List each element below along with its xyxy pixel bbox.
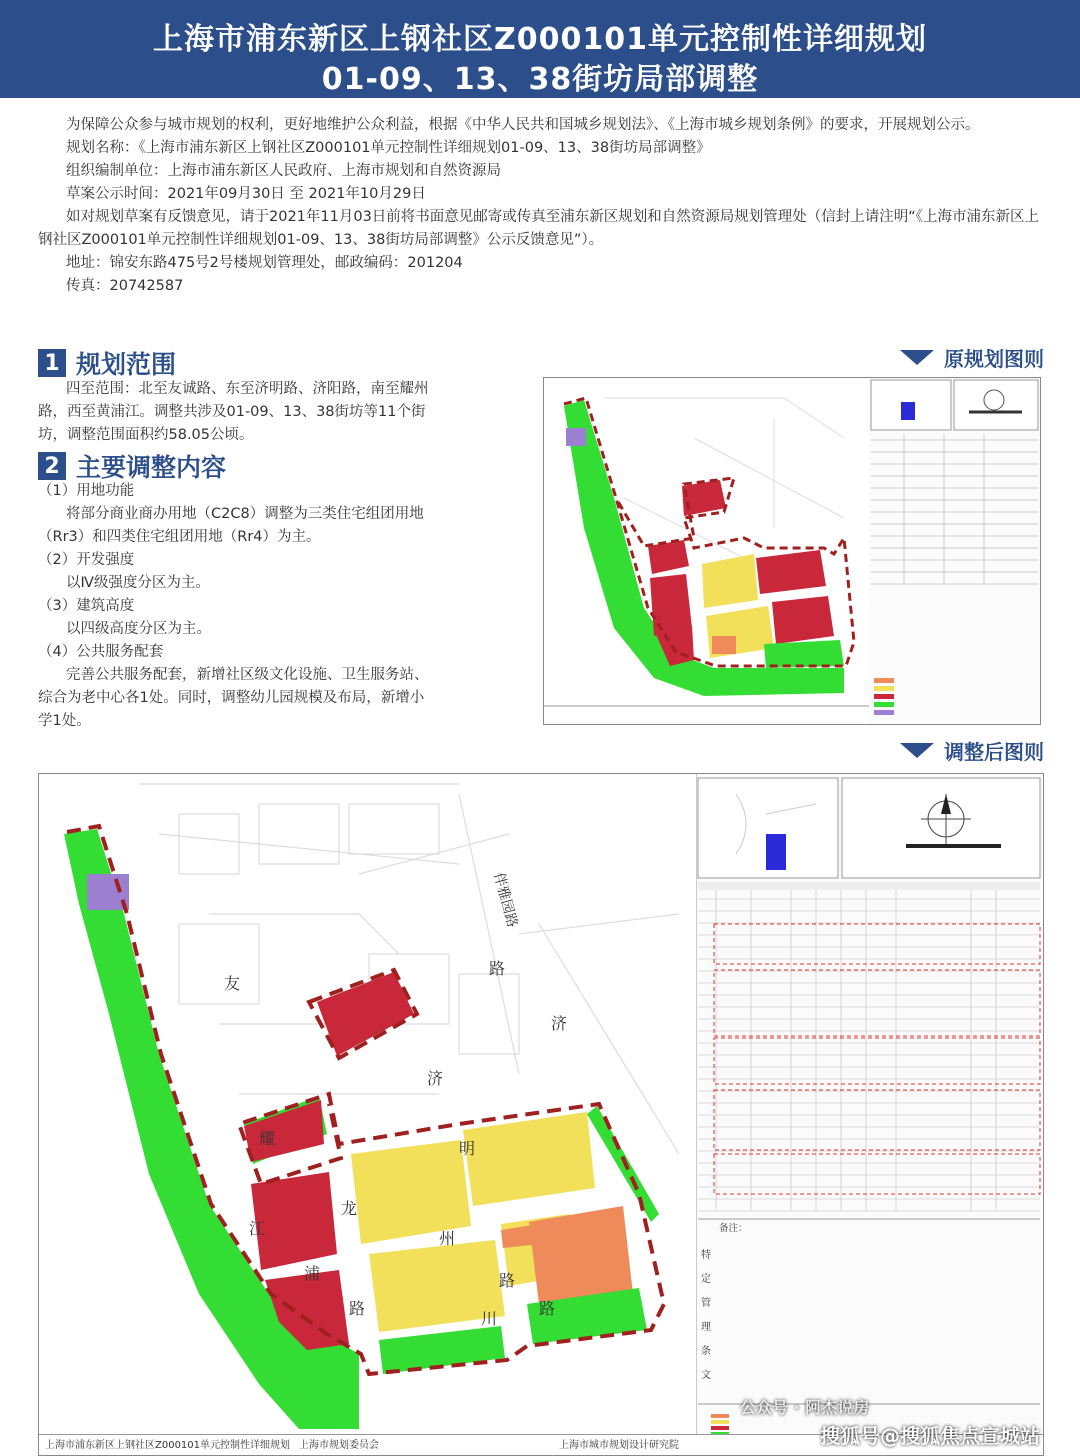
section-1-number: 1 — [38, 349, 66, 377]
road-label-long: 龙 — [341, 1199, 358, 1218]
section-1-heading — [38, 345, 176, 381]
adjusted-plan-label — [900, 736, 1044, 765]
page-title-line1: 上海市浦东新区上钢社区Z000101单元控制性详细规划 — [153, 22, 927, 57]
section-2-title: 主要调整内容 — [76, 453, 227, 482]
footer-right: 上海市城市规划设计研究院 — [559, 1440, 679, 1451]
intro-feedback: 如对规划草案有反馈意见，请于2021年11月03日前将书面意见邮寄或传真至浦东新区规划和自然资源局规划管理处（信封上请注明“《上海市浦东新区上钢社区Z000101单元控制性详细规划01-09、13、38街坊局部调整》公示反馈意见”）。 — [38, 209, 1040, 248]
intro-text — [38, 114, 1042, 298]
section-2-item-3-text: 以四级高度分区为主。 — [66, 621, 211, 637]
original-plan-map — [543, 377, 1041, 725]
intro-purpose: 为保障公众参与城市规划的权利，更好地维护公众利益，根据《中华人民共和国城乡规划法》、《上海市城乡规划条例》的要求，开展规划公示。 — [66, 117, 980, 133]
sohu-watermark: 搜狐号@搜狐焦点宣城站 — [820, 1424, 1040, 1448]
adjusted-plan-map — [38, 773, 1044, 1456]
road-label-chuan: 川 — [481, 1309, 498, 1328]
section-2-item-1-heading: （1）用地功能 — [38, 483, 135, 499]
intro-organizer: 组织编制单位：上海市浦东新区人民政府、上海市规划和自然资源局 — [66, 163, 501, 179]
section-1-body — [38, 378, 438, 447]
wechat-watermark: 公众号 · 阿杰说房 — [740, 1398, 870, 1417]
road-label-road-1: 路 — [489, 959, 506, 978]
adjusted-plan-notes — [719, 1222, 1039, 1237]
intro-address: 地址：锦安东路475号2号楼规划管理处，邮政编码：201204 — [66, 255, 463, 271]
section-2-item-2-heading: （2）开发强度 — [38, 552, 135, 568]
original-plan-label-text: 原规划图则 — [944, 347, 1044, 371]
road-label-you: 友 — [224, 974, 241, 993]
road-label-banya: 伴雅园路 — [490, 870, 521, 930]
notes-side-label: 特定管理条文 — [701, 1250, 711, 1381]
road-label-ming: 明 — [459, 1139, 476, 1158]
adjusted-plan-label-text: 调整后图则 — [944, 740, 1044, 764]
section-2-number: 2 — [38, 452, 66, 480]
road-label-yao: 耀 — [259, 1129, 276, 1148]
adjusted-plan-drawing — [39, 774, 696, 1434]
road-label-ji-2: 济 — [551, 1014, 568, 1033]
section-2-item-1-text: 将部分商业商办用地（C2C8）调整为三类住宅组团用地（Rr3）和四类住宅组团用地（Rr4）为主。 — [38, 506, 424, 545]
road-label-road-4: 路 — [539, 1299, 556, 1318]
triangle-down-icon — [900, 743, 934, 758]
intro-period: 草案公示时间：2021年09月30日 至 2021年10月29日 — [66, 186, 426, 202]
section-2-item-4-text: 完善公共服务配套，新增社区级文化设施、卫生服务站、综合为老中心各1处。同时，调整幼儿园规模及布局，新增小学1处。 — [38, 667, 429, 729]
section-2-item-4-heading: （4）公共服务配套 — [38, 644, 164, 660]
section-2-body — [38, 480, 438, 733]
footer-mid: 上海市规划委员会 — [299, 1440, 379, 1451]
intro-plan-name: 规划名称：《上海市浦东新区上钢社区Z000101单元控制性详细规划01-09、13、38街坊局部调整》 — [66, 140, 711, 156]
road-label-jiang: 江 — [249, 1219, 266, 1238]
adjusted-plan-legend-panel — [696, 774, 1043, 1434]
section-1-title: 规划范围 — [76, 350, 177, 379]
triangle-down-icon — [900, 350, 934, 365]
road-label-road-2: 路 — [349, 1299, 366, 1318]
section-2-item-2-text: 以Ⅳ级强度分区为主。 — [66, 575, 210, 591]
section-2-heading — [38, 448, 226, 484]
road-label-ji: 济 — [427, 1069, 444, 1088]
section-1-text: 四至范围：北至友诚路、东至济明路、济阳路，南至耀州路，西至黄浦江。调整共涉及01-09、13、38街坊等11个街坊，调整范围面积约58.05公顷。 — [38, 381, 429, 443]
footer-left: 上海市浦东新区上钢社区Z000101单元控制性详细规划 — [45, 1440, 291, 1451]
section-2-item-3-heading: （3）建筑高度 — [38, 598, 135, 614]
road-label-zhou: 州 — [439, 1229, 456, 1248]
page-header — [0, 0, 1080, 98]
road-label-road-3: 路 — [499, 1271, 516, 1290]
page-title-line2: 01-09、13、38街坊局部调整 — [321, 62, 759, 97]
road-label-de: 浦 — [304, 1264, 321, 1283]
notes-title: 备注： — [719, 1223, 748, 1234]
original-plan-label — [900, 343, 1044, 372]
original-plan-drawing — [544, 378, 1040, 724]
intro-fax: 传真：20742587 — [66, 278, 184, 294]
